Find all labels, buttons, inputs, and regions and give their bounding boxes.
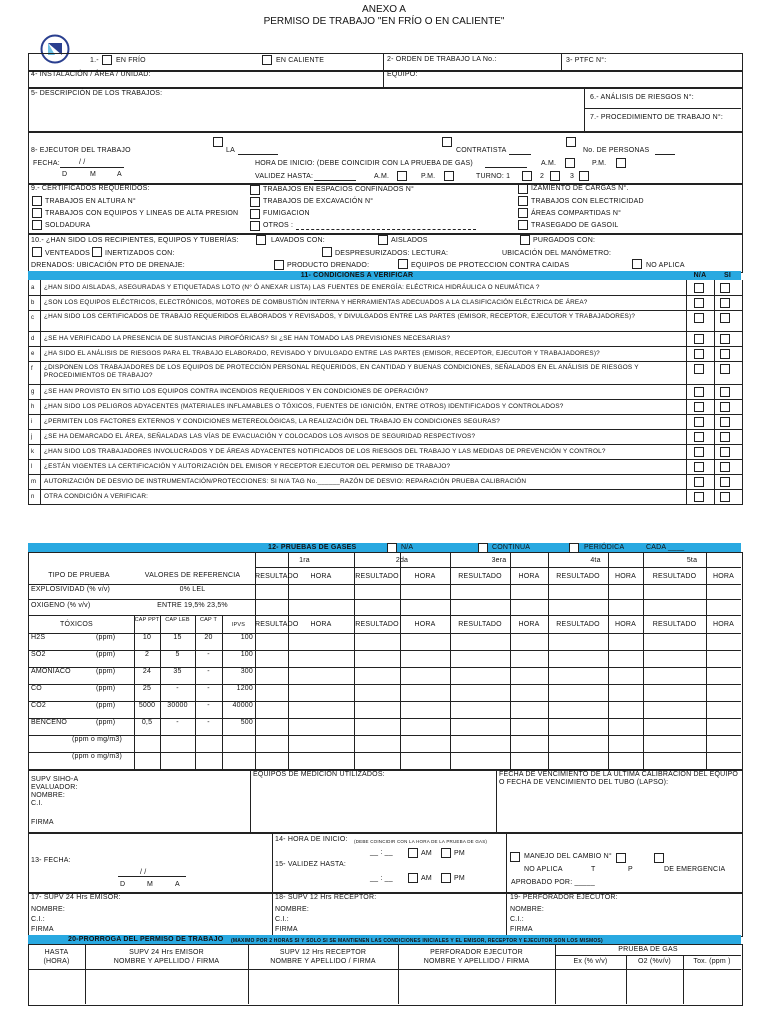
s18-receiver-label: 18- SUPV 12 Hrs RECEPTOR:	[275, 894, 377, 901]
condition-text: ¿SE HA VERIFICADO LA PRESENCIA DE SUSTANCIAS PIROFÓRICAS? SI ¿SE HAN TOMADO LAS PREVISIONES NECESARIAS?	[44, 335, 451, 342]
toxic-cap-ppt: 24	[142, 668, 152, 675]
toxic-name: H2S	[31, 634, 46, 641]
result-header: RESULTADO	[255, 621, 299, 628]
condition-si-checkbox[interactable]	[720, 387, 730, 397]
cert-height-label: TRABAJOS EN ALTURA N°	[45, 198, 136, 205]
condition-text: ¿DISPONEN LOS TRABAJADORES DE LOS EQUIPOS DE PROTECCIÓN PERSONAL REQUERIDOS, EN CANTIDAD Y BUENAS CONDICIONES, SEÑALADOS EN EL ANÁLISIS DE RIESGOS Y PROCEDIMIENTOS DE TRABAJO?	[44, 364, 639, 379]
condition-na-checkbox[interactable]	[694, 432, 704, 442]
s12-band	[28, 543, 741, 552]
hour-header: HORA	[614, 621, 637, 628]
toxic-unit: (ppm)	[96, 651, 116, 658]
s19-signature-label: FIRMA	[510, 926, 533, 933]
s13-date-format: / /	[140, 869, 147, 876]
condition-si-checkbox[interactable]	[720, 349, 730, 359]
supv-name-label: NOMBRE:	[31, 792, 66, 799]
isolated-label: AISLADOS	[391, 237, 428, 244]
hour-header: HORA	[518, 621, 540, 628]
s15-pm-checkbox[interactable]	[441, 873, 451, 883]
extension-issuer-sub: NOMBRE Y APELLIDO / FIRMA	[113, 958, 220, 965]
cert-gasoil-label: TRASEGADO DE GASOIL	[531, 222, 619, 229]
condition-na-checkbox[interactable]	[694, 298, 704, 308]
condition-si-checkbox[interactable]	[720, 364, 730, 374]
toxic-cap-ppt: 10	[142, 634, 152, 641]
result-header: RESULTADO	[652, 573, 697, 580]
gas-test-ordinal: 3era	[491, 557, 507, 564]
extension-gas-test-header: PRUEBA DE GAS	[618, 946, 678, 953]
s14-am-checkbox[interactable]	[408, 848, 418, 858]
start-pm-label: P.M.	[592, 160, 607, 167]
toxic-cap-leb: 35	[173, 668, 182, 675]
gas-na-label: N/A	[401, 544, 414, 551]
result-header: RESULTADO	[652, 621, 697, 628]
s15-am-checkbox[interactable]	[408, 873, 418, 883]
inerted-checkbox[interactable]	[92, 247, 102, 257]
toxic-cap-leb: 5	[175, 651, 180, 658]
change-na-label: NO APLICA	[524, 866, 563, 873]
shift-2-checkbox[interactable]	[550, 171, 560, 181]
s13-date-a: A	[175, 881, 180, 888]
shift-3-checkbox[interactable]	[579, 171, 589, 181]
toxic-cap-t: -	[207, 719, 210, 726]
gas-continuous-label: CONTINUA	[492, 544, 531, 551]
toxic-cap-leb: 30000	[167, 702, 188, 709]
result-header: RESULTADO	[255, 573, 299, 580]
installation-label: 4- INSTALACIÓN / ÁREA / UNIDAD:	[31, 71, 151, 78]
s14-note: (DEBE COINCIDIR CON LA HORA DE LA PRUEBA DE GAS)	[354, 839, 488, 844]
work-order-label: 2- ORDEN DE TRABAJO LA No.:	[387, 56, 497, 63]
toxic-ipvs: 1200	[236, 685, 253, 692]
s15-time-blank: __ : __	[370, 875, 393, 882]
condition-na-checkbox[interactable]	[694, 492, 704, 502]
condition-key: b	[31, 300, 35, 306]
toxic-unit: (ppm)	[96, 668, 116, 675]
cert-gasoil-checkbox[interactable]	[518, 220, 528, 230]
toxic-name: AMONIACO	[31, 668, 71, 675]
toxic-name: CO	[31, 685, 42, 692]
toxic-cap-t: -	[207, 651, 210, 658]
toxic-cap-t: 20	[204, 634, 213, 641]
s13-date-m: M	[147, 881, 154, 888]
s18-name-label: NOMBRE:	[275, 906, 310, 913]
extension-tox-header: Tox. (ppm )	[693, 958, 731, 965]
toxic-name: CO2	[31, 702, 46, 709]
cap-leb-header: CAP LEB	[165, 617, 190, 623]
hour-header: HORA	[712, 573, 735, 580]
test-type-header: TIPO DE PRUEBA	[48, 572, 110, 579]
condition-text: ¿HA SIDO EL ANÁLISIS DE RIESGOS PARA EL TRABAJO ELABORADO, REVISADO Y DIVULGADO ENTRE LAS PARTES (EMISOR, RECEPTOR, EJECUTOR Y TRABAJADORES)?	[44, 350, 600, 357]
executor-label: 8- EJECUTOR DEL TRABAJO	[31, 147, 131, 154]
cert-welding-label: SOLDADURA	[45, 222, 91, 229]
toxic-ipvs: 500	[240, 719, 253, 726]
cert-other-label: OTROS :	[263, 222, 294, 229]
fall-protection-checkbox[interactable]	[398, 259, 408, 269]
cert-excavation-label: TRABAJOS DE EXCAVACIÓN N°	[263, 198, 374, 205]
toxic-ipvs: 300	[240, 668, 253, 675]
condition-si-checkbox[interactable]	[720, 417, 730, 427]
shift-1-checkbox[interactable]	[522, 171, 532, 181]
cert-confined-checkbox[interactable]	[250, 185, 260, 195]
change-t-label: T	[591, 866, 596, 873]
s17-ci-label: C.I.:	[31, 916, 45, 923]
condition-na-checkbox[interactable]	[694, 387, 704, 397]
equipment-label: EQUIPO:	[387, 71, 418, 78]
condition-key: n	[31, 494, 35, 500]
condition-key: j	[31, 434, 33, 440]
extension-executor-header: PERFORADOR EJECUTOR	[430, 949, 523, 956]
s18-signature-label: FIRMA	[275, 926, 298, 933]
cert-fumigation-checkbox[interactable]	[250, 209, 260, 219]
cert-lifting-label: IZAMIENTO DE CARGAS N°.	[531, 185, 629, 192]
s14-am-label: AM	[421, 850, 432, 857]
s14-start-label: 14- HORA DE INICIO:	[275, 836, 348, 843]
la-label: LA	[226, 147, 235, 154]
conditions-title: 11- CONDICIONES A VERIFICAR	[300, 272, 414, 279]
result-header: RESULTADO	[355, 573, 399, 580]
toxic-cap-leb: -	[176, 685, 179, 692]
conditions-na-header: N/A	[693, 272, 707, 279]
s14-time-blank: __ : __	[370, 849, 393, 856]
toxic-ipvs: 40000	[232, 702, 253, 709]
start-time-label: HORA DE INICIO: (DEBE COINCIDIR CON LA PRUEBA DE GAS)	[255, 160, 473, 167]
condition-key: f	[31, 366, 33, 372]
hour-header: HORA	[712, 621, 735, 628]
condition-si-checkbox[interactable]	[720, 313, 730, 323]
cold-label: EN FRÍO	[116, 57, 146, 64]
manometer-label: UBICACIÓN DEL MANÓMETRO:	[502, 250, 612, 257]
condition-key: d	[31, 336, 35, 342]
explosivity-ref: 0% LEL	[179, 586, 206, 593]
reference-values-header: VALORES DE REFERENCIA	[144, 572, 241, 579]
condition-text: ¿HAN SIDO LOS PELIGROS ADYACENTES (MATERIALES INFLAMABLES O TÓXICOS, FUENTES DE IGNICIÓN, ENTRE OTROS) IDENTIFICADOS Y CONTROLADOS?	[44, 403, 564, 410]
date-m: M	[90, 171, 97, 178]
ptfc-label: 3- PTFC N°:	[566, 57, 607, 64]
change-emergency-label: DE EMERGENCIA	[664, 866, 726, 873]
hour-header: HORA	[414, 573, 436, 580]
change-mgmt-emergency-checkbox[interactable]	[654, 853, 664, 863]
condition-si-checkbox[interactable]	[720, 298, 730, 308]
condition-text: ¿SE HA DEMARCADO EL ÁREA, SEÑALADAS LAS VÍAS DE EVACUACIÓN Y COLOCADOS LOS AVISOS DE SEGURIDAD RESPECTIVOS?	[44, 433, 476, 440]
s14-pm-label: PM	[454, 850, 465, 857]
cert-confined-label: TRABAJOS EN ESPACIOS CONFINADOS N°	[263, 186, 415, 193]
supv-ci-label: C.I.	[31, 800, 43, 807]
contractor-checkbox[interactable]	[442, 137, 452, 147]
condition-si-checkbox[interactable]	[720, 283, 730, 293]
toxic-unit: (ppm o mg/m3)	[72, 753, 123, 760]
washed-label: LAVADOS CON:	[271, 237, 325, 244]
condition-key: i	[31, 419, 33, 425]
description-label: 5- DESCRIPCIÓN DE LOS TRABAJOS:	[31, 90, 163, 97]
toxic-unit: (ppm)	[96, 634, 116, 641]
condition-na-checkbox[interactable]	[694, 364, 704, 374]
hot-label: EN CALIENTE	[276, 57, 325, 64]
s19-executor-label: 19- PERFORADOR EJECUTOR:	[510, 894, 618, 901]
toxic-cap-ppt: 5000	[138, 702, 156, 709]
date-label: FECHA:	[33, 160, 60, 167]
explosivity-label: EXPLOSIVIDAD (% v/v)	[31, 586, 111, 593]
cert-fumigation-label: FUMIGACION	[263, 210, 310, 217]
purged-label: PURGADOS CON:	[533, 237, 596, 244]
cert-welding-checkbox[interactable]	[32, 220, 42, 230]
extension-note: (MAXIMO POR 2 HORAS SI Y SOLO SI SE MANTIENEN LAS CONDICIONES INICIALES Y EL EMISOR, RECEPTOR Y EJECUTOR SON LOS MISMOS)	[231, 938, 603, 944]
extension-receiver-header: SUPV 12 Hrs RECEPTOR	[279, 949, 367, 956]
result-header: RESULTADO	[556, 621, 600, 628]
toxic-cap-ppt: 0,5	[141, 719, 153, 726]
form-title: PERMISO DE TRABAJO "EN FRÍO O EN CALIENTE"	[263, 16, 505, 27]
hour-header: HORA	[518, 573, 540, 580]
ipvs-header: IPVS	[231, 622, 246, 628]
cold-checkbox[interactable]	[102, 55, 112, 65]
change-mgmt-p-checkbox[interactable]	[616, 853, 626, 863]
extension-issuer-header: SUPV 24 Hrs EMISOR	[129, 949, 204, 956]
procedure-label: 7.- PROCEDIMIENTO DE TRABAJO N°:	[590, 114, 724, 121]
change-mgmt-label: MANEJO DEL CAMBIO N°	[524, 853, 612, 860]
gas-test-ordinal: 2da	[395, 557, 409, 564]
extension-title: 20-PRORROGA DEL PERMISO DE TRABAJO	[68, 936, 224, 943]
cert-electric-label: TRABAJOS CON ELECTRICIDAD	[531, 198, 644, 205]
toxic-unit: (ppm)	[96, 702, 116, 709]
extension-ex-header: Ex (% v/v)	[573, 958, 608, 965]
extension-until-header: HASTA	[44, 949, 69, 956]
condition-key: l	[31, 464, 33, 470]
condition-na-checkbox[interactable]	[694, 349, 704, 359]
hour-header: HORA	[414, 621, 436, 628]
condition-text: ¿ESTÁN VIGENTES LA CERTIFICACIÓN Y AUTORIZACIÓN DEL EMISOR Y RECEPTOR EJECUTOR DEL PERMISO DE TRABAJO?	[44, 463, 451, 470]
extension-executor-sub: NOMBRE Y APELLIDO / FIRMA	[423, 958, 530, 965]
toxic-cap-ppt: 2	[144, 651, 150, 658]
vessels-title: 10.- ¿HAN SIDO LOS RECIPIENTES, EQUIPOS Y TUBERÍAS:	[31, 237, 239, 244]
extension-receiver-sub: NOMBRE Y APELLIDO / FIRMA	[270, 958, 376, 965]
vented-label: VENTEADOS	[45, 250, 90, 257]
depressurized-checkbox[interactable]	[322, 247, 332, 257]
drained-label: DRENADOS: UBICACIÓN PTO DE DRENAJE:	[31, 262, 185, 269]
s15-am-label: AM	[421, 875, 432, 882]
condition-text: ¿HAN SIDO LOS TRABAJADORES INVOLUCRADOS Y DE ÁREAS ADYACENTES NOTIFICADOS DE LOS RIESGOS DEL TRABAJO Y LAS MEDIDAS DE PREVENCIÓN Y CONTROL?	[44, 448, 606, 455]
gas-test-ordinal: 4ta	[590, 557, 601, 564]
date-d: D	[62, 171, 68, 178]
condition-na-checkbox[interactable]	[694, 477, 704, 487]
supv-sihoa-label: SUPV SIHO-A	[31, 776, 79, 783]
s17-signature-label: FIRMA	[31, 926, 54, 933]
start-am-label: A.M.	[541, 160, 557, 167]
hour-header: HORA	[310, 621, 332, 628]
condition-text: AUTORIZACIÓN DE DESVIO DE INSTRUMENTACIÓN/PROTECCIONES: SI N/A TAG No.______RAZÓN DE DESVIO: REPARACIÓN PRUEBA CALIBRACIÓN	[44, 478, 527, 485]
result-header: RESULTADO	[458, 621, 502, 628]
s1-num: 1.-	[90, 57, 99, 64]
cert-excavation-checkbox[interactable]	[250, 197, 260, 207]
shift-3-label: 3	[570, 173, 575, 180]
toxic-cap-leb: 15	[173, 634, 182, 641]
supv-signature-label: FIRMA	[31, 819, 54, 826]
condition-key: c	[31, 315, 35, 321]
toxic-cap-t: -	[207, 702, 210, 709]
cert-shared-checkbox[interactable]	[518, 208, 528, 218]
calibration-expiry-label: FECHA DE VENCIMIENTO DE LA ULTIMA CALIBRACION DEL EQUIPO O FECHA DE VENCIMIENTO DEL TUBO (LAPSO):	[499, 771, 739, 786]
annex-label: ANEXO A	[362, 4, 406, 15]
condition-text: ¿HAN SIDO AISLADAS, ASEGURADAS Y ETIQUETADAS LOTO (N° Ó ANEXAR LISTA) LAS FUENTES DE ENERGÍA: ELÉCTRICA HIDRÁULICA O NEUMÁTICA ?	[44, 284, 540, 291]
contractor-label: CONTRATISTA	[456, 147, 507, 154]
extension-hour-header: (HORA)	[43, 958, 70, 965]
vented-checkbox[interactable]	[32, 247, 42, 257]
s15-valid-label: 15- VALIDEZ HASTA:	[275, 861, 347, 868]
condition-si-checkbox[interactable]	[720, 334, 730, 344]
valid-am-label: A.M.	[374, 173, 390, 180]
inerted-label: INERTIZADOS CON:	[105, 250, 175, 257]
not-applicable-checkbox[interactable]	[632, 259, 642, 269]
condition-si-checkbox[interactable]	[720, 492, 730, 502]
certificates-title: 9.- CERTIFICADOS REQUERIDOS:	[31, 185, 150, 192]
toxic-unit: (ppm)	[96, 719, 116, 726]
hour-header: HORA	[310, 573, 332, 580]
start-am-checkbox[interactable]	[565, 158, 575, 168]
risk-analysis-label: 6.- ANÁLISIS DE RIESGOS N°:	[590, 94, 694, 101]
supv-evaluator-label: EVALUADOR:	[31, 784, 78, 791]
shift-label: TURNO: 1	[476, 173, 511, 180]
cap-t-header: CAP T	[200, 617, 217, 623]
toxic-name: BENCENO	[31, 719, 68, 726]
depressurized-label: DESPRESURIZADOS: LECTURA:	[335, 250, 449, 257]
valid-am-checkbox[interactable]	[397, 171, 407, 181]
toxic-unit: (ppm o mg/m3)	[72, 736, 123, 743]
condition-key: k	[31, 449, 35, 455]
toxic-cap-leb: -	[176, 719, 179, 726]
personas-checkbox[interactable]	[566, 137, 576, 147]
product-drained-checkbox[interactable]	[274, 260, 284, 270]
date-format: / /	[79, 159, 86, 166]
cert-height-checkbox[interactable]	[32, 196, 42, 206]
washed-checkbox[interactable]	[256, 235, 266, 245]
not-applicable-label: NO APLICA	[646, 262, 685, 269]
cert-pressure-checkbox[interactable]	[32, 208, 42, 218]
gas-test-ordinal: 5ta	[686, 557, 698, 564]
section17-row	[28, 892, 743, 937]
valid-pm-checkbox[interactable]	[444, 171, 454, 181]
s14-pm-checkbox[interactable]	[441, 848, 451, 858]
fall-protection-label: EQUIPOS DE PROTECCION CONTRA CAIDAS	[411, 262, 570, 269]
condition-na-checkbox[interactable]	[694, 313, 704, 323]
toxic-cap-ppt: 25	[142, 685, 152, 692]
gas-periodic-label: PERIÓDICA	[584, 544, 625, 551]
purged-checkbox[interactable]	[520, 235, 530, 245]
condition-text: ¿HAN SIDO LOS CERTIFICADOS DE TRABAJO REQUERIDOS ELABORADOS Y REVISADOS, Y DIVULGADOS ENTRE LAS PARTES (EMISOR, RECEPTOR, EJECUTOR Y TRABAJADORES)?	[44, 313, 636, 320]
condition-text: OTRA CONDICIÓN A VERIFICAR:	[44, 493, 149, 500]
condition-key: a	[31, 285, 35, 291]
toxic-ipvs: 100	[240, 651, 253, 658]
condition-text: ¿PERMITEN LOS FACTORES EXTERNOS Y CONDICIONES METEREOLÓGICAS, LA REALIZACIÓN DEL TRABAJO EN CONDICIONES SEGURAS?	[44, 418, 500, 425]
cert-lifting-checkbox[interactable]	[518, 184, 528, 194]
s13-date-label: 13- FECHA:	[31, 857, 71, 864]
condition-key: m	[31, 479, 37, 485]
condition-key: g	[31, 389, 35, 395]
s18-ci-label: C.I.:	[275, 916, 289, 923]
gas-tests-title: 12- PRUEBAS DE GASES	[268, 544, 357, 551]
shift-2-label: 2	[540, 173, 545, 180]
change-p-label: P	[628, 866, 633, 873]
s15-pm-label: PM	[454, 875, 465, 882]
condition-key: e	[31, 351, 35, 357]
change-mgmt-checkbox[interactable]	[510, 852, 520, 862]
condition-na-checkbox[interactable]	[694, 334, 704, 344]
s17-name-label: NOMBRE:	[31, 906, 66, 913]
cap-ppt-header: CAP PPT	[134, 617, 160, 623]
condition-si-checkbox[interactable]	[720, 402, 730, 412]
toxic-cap-t: -	[207, 685, 210, 692]
oxygen-ref: ENTRE 19,5% 23,5%	[157, 602, 228, 609]
condition-na-checkbox[interactable]	[694, 283, 704, 293]
toxic-cap-t: -	[207, 668, 210, 675]
cert-electric-checkbox[interactable]	[518, 196, 528, 206]
condition-na-checkbox[interactable]	[694, 462, 704, 472]
condition-na-checkbox[interactable]	[694, 402, 704, 412]
condition-text: ¿SON LOS EQUIPOS ELÉCTRICOS, ELECTRÓNICOS, MOTORES DE COMBUSTIÓN INTERNA Y HERRAMIENTAS ADECUADOS A LA CLASIFICACIÓN ELÉCTRICA DE ÁREA?	[44, 299, 588, 306]
toxic-unit: (ppm)	[96, 685, 116, 692]
condition-na-checkbox[interactable]	[694, 447, 704, 457]
la-checkbox[interactable]	[213, 137, 223, 147]
result-header: RESULTADO	[556, 573, 600, 580]
cert-shared-label: ÁREAS COMPARTIDAS N°	[531, 210, 622, 217]
toxic-name: SO2	[31, 651, 46, 658]
condition-si-checkbox[interactable]	[720, 477, 730, 487]
valid-pm-label: P.M.	[421, 173, 436, 180]
start-pm-checkbox[interactable]	[616, 158, 626, 168]
product-drained-label: PRODUCTO DRENADO:	[287, 262, 370, 269]
gas-every-label: CADA ____	[646, 544, 685, 551]
condition-si-checkbox[interactable]	[720, 462, 730, 472]
s19-ci-label: C.I.:	[510, 916, 524, 923]
toxics-header: TÓXICOS	[60, 621, 93, 628]
date-a: A	[117, 171, 122, 178]
toxic-ipvs: 100	[240, 634, 253, 641]
result-header: RESULTADO	[458, 573, 502, 580]
extension-o2-header: O2 (%v/v)	[638, 958, 671, 965]
s13-date-d: D	[120, 881, 126, 888]
oxygen-label: OXIGENO (% v/v)	[31, 602, 91, 609]
s17-issuer-label: 17- SUPV 24 Hrs EMISOR:	[31, 894, 121, 901]
condition-na-checkbox[interactable]	[694, 417, 704, 427]
cert-pressure-label: TRABAJOS CON EQUIPOS Y LINEAS DE ALTA PRESION	[45, 210, 239, 217]
condition-text: ¿SE HAN PROVISTO EN SITIO LOS EQUIPOS CONTRA INCENDIOS REQUERIDOS Y EN CONDICIONES DE OPERACIÓN?	[44, 388, 429, 395]
measuring-equipment-label: EQUIPOS DE MEDICIÓN UTILIZADOS:	[253, 771, 385, 778]
condition-key: h	[31, 404, 35, 410]
s19-name-label: NOMBRE:	[510, 906, 545, 913]
hour-header: HORA	[614, 573, 637, 580]
people-count-label: No. DE PERSONAS	[583, 147, 650, 154]
isolated-checkbox[interactable]	[378, 235, 388, 245]
cert-other-checkbox[interactable]	[250, 221, 260, 231]
conditions-si-header: SI	[723, 272, 731, 279]
gas-test-ordinal: 1ra	[299, 557, 310, 564]
condition-si-checkbox[interactable]	[720, 432, 730, 442]
condition-si-checkbox[interactable]	[720, 447, 730, 457]
approved-by-label: APROBADO POR: _____	[511, 879, 595, 886]
result-header: RESULTADO	[355, 621, 399, 628]
valid-until-label: VALIDEZ HASTA:	[255, 173, 314, 180]
hot-checkbox[interactable]	[262, 55, 272, 65]
